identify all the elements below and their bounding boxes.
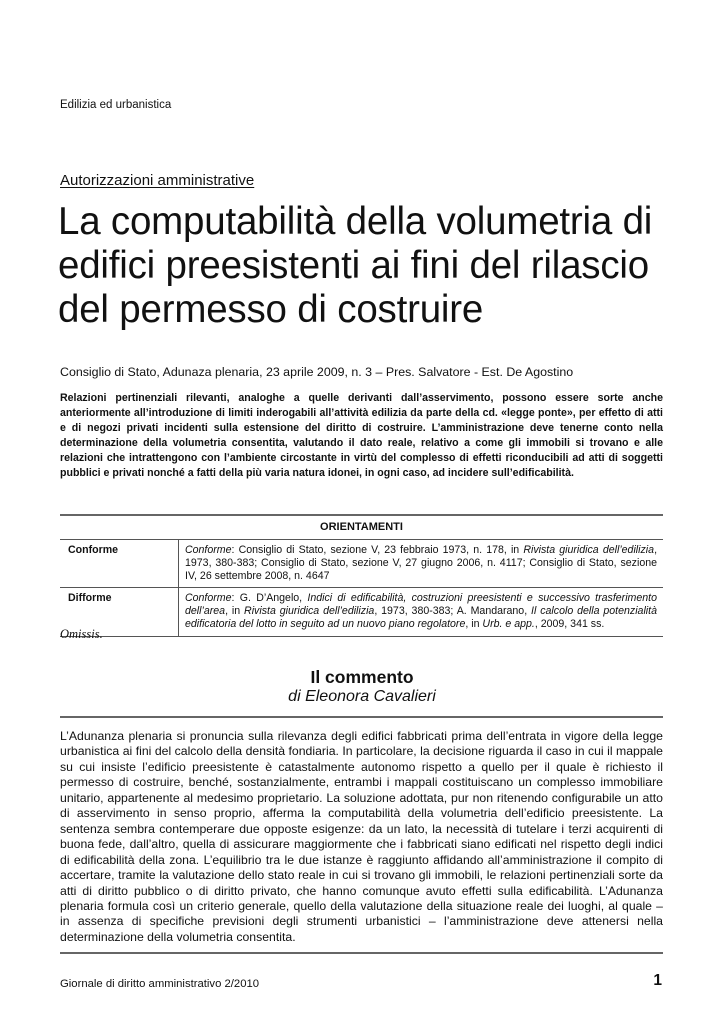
comment-header bbox=[0, 667, 724, 706]
table-row-conforme bbox=[60, 540, 663, 588]
footer-journal: Giornale di diritto amministrativo 2/2010 bbox=[60, 978, 260, 990]
abstract: Relazioni pertinenziali rilevanti, analoghe a quelle derivanti dall’asservimento, possono essere sorte anche anteriormente all’introduzione di limiti inderogabili all’attività edilizia da parte della cd. «legge ponte», per effetto di atti e di negozi privati incidenti sulla estensione del diritto di costruire. L’amministrazione deve tenerne conto nella determinazione della volumetria consentita, valutando il dato reale, relativo a come gli immobili si trovano e alle relazioni che intrattengono con l’ambiente circostante in virtù del complesso di effetti riconducibili ad atti di soggetti pubblici e privati nonché a fatti della più varia natura idonei, in ogni caso, ad incidere sull’edificabilità. bbox=[60, 392, 663, 480]
comment-body: L’Adunanza plenaria si pronuncia sulla rilevanza degli edifici fabbricati prima dell’entrata in vigore della legge urbanistica ai fini del calcolo della densità fondiaria. In particolare, la decisione riguarda il caso in cui il mappale su cui insiste l’edificio preesistente è catastalmente autonomo rispetto a quello per il quale è richiesto il permesso di costruire, benché, sostanzialmente, entrambi i mappali costituiscano un complesso immobiliare unitario, appartenente al medesimo proprietario. La soluzione adottata, pur non ritenendo configurabile un atto di asservimento in senso proprio, afferma la computabilità della volumetria dell’edificio preesistente. La sentenza sembra contemperare due opposte esigenze: da un lato, la necessità di tutelare i terzi acquirenti di buona fede, dall’altro, quella di assicurare maggiormente che i fabbricati siano edificati nel rispetto degli indici di edificabilità della zona. L’equilibrio tra le due istanze è raggiunto affidando all’amministrazione il compito di accertare, tramite la valutazione dello stato reale in cui si trovano gli immobili, le relazioni pertinenziali sorte da atti di diritto pubblico o di diritto privato, che hanno comunque avuto effetti sulla edificabilità. L’Adunanza plenaria formula così un criterio generale, quello della valutazione della situazione reale dei luoghi, al quale – in assenza di specifiche previsioni degli strumenti urbanistici – l’amministrazione deve attenersi nella determinazione della volumetria consentita. bbox=[60, 729, 663, 944]
section-label: Autorizzazioni amministrative bbox=[60, 172, 255, 189]
comment-author: di Eleonora Cavalieri bbox=[288, 688, 436, 705]
row-text-conforme bbox=[179, 540, 663, 587]
row-label-conforme: Conforme bbox=[60, 540, 179, 587]
orientamenti-heading: ORIENTAMENTI bbox=[60, 516, 663, 540]
running-head: Edilizia ed urbanistica bbox=[60, 99, 172, 111]
table-row-difforme bbox=[60, 588, 663, 636]
journal-title: Urb. e app. bbox=[482, 617, 535, 630]
comment-heading: Il commento bbox=[310, 667, 414, 687]
work-title: Il calcolo della potenzialità edificatoria del lotto in seguito ad un nuovo piano regolatore bbox=[185, 605, 657, 630]
comment-box bbox=[60, 716, 663, 954]
omissis-note: Omissis. bbox=[60, 627, 103, 641]
journal-title: Rivista giuridica dell’edilizia bbox=[244, 605, 375, 618]
text-part: , 2009, 341 ss. bbox=[534, 617, 605, 630]
text-part: , 1973, 380-383; A. Mandarano, bbox=[374, 605, 532, 618]
text-part: : G. D’Angelo, bbox=[231, 592, 308, 605]
text-part: , in bbox=[225, 605, 245, 618]
case-citation: Consiglio di Stato, Adunaza plenaria, 23 aprile 2009, n. 3 – Pres. Salvatore - Est. De Agostino bbox=[60, 365, 574, 379]
work-title: Indici di edificabilità, costruzioni preesistenti e successivo trasferimento dell’area bbox=[185, 592, 657, 618]
text-part: , in bbox=[465, 617, 483, 630]
article-title: La computabilità della volumetria di edifici preesistenti ai fini del rilascio del permesso di costruire bbox=[58, 200, 653, 331]
row-text-difforme bbox=[179, 588, 663, 635]
page-number: 1 bbox=[653, 972, 662, 989]
row-label-difforme: Difforme bbox=[60, 588, 179, 635]
lead-conforme: Conforme bbox=[185, 544, 232, 556]
text-part: , 1973, 380-383; Consiglio di Stato, sezione V, 27 giugno 2006, n. 4117; Consiglio di Stato, sezione IV, 26 settembre 2008, n. 4647 bbox=[185, 544, 658, 582]
journal-title: Rivista giuridica dell’edilizia bbox=[523, 544, 655, 556]
text-part: : Consiglio di Stato, sezione V, 23 febbraio 1973, n. 178, in bbox=[231, 544, 524, 556]
lead-difforme: Conforme bbox=[185, 592, 232, 605]
orientamenti-table bbox=[60, 514, 663, 637]
comment-bottom-rule bbox=[60, 952, 663, 954]
